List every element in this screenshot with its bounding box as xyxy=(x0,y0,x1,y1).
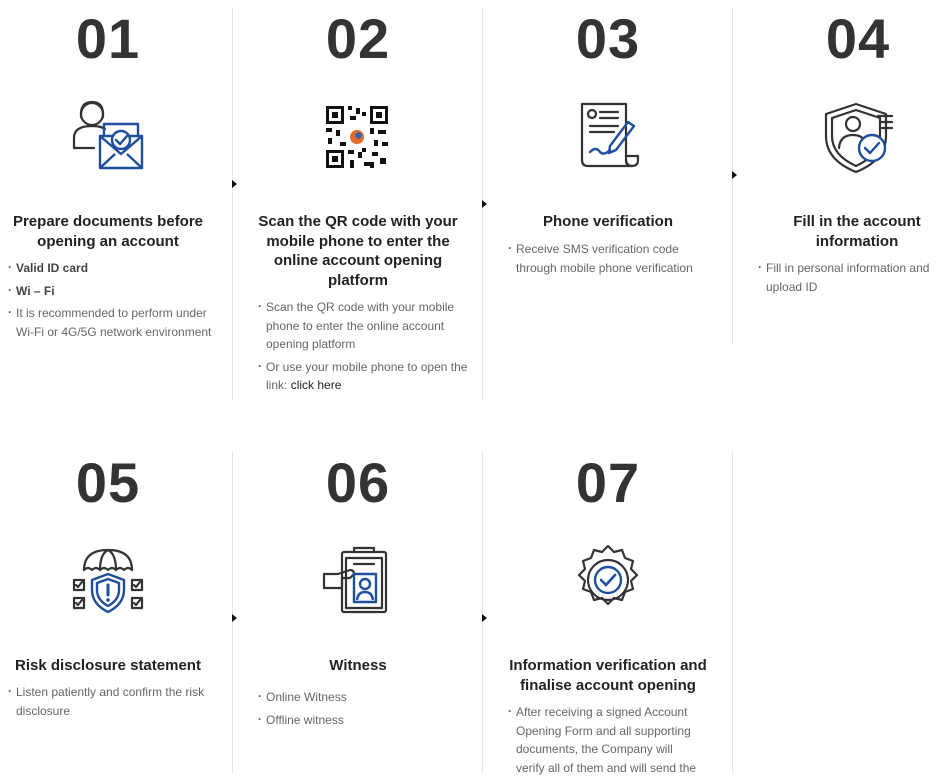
list-item: · Listen patiently and confirm the risk disclosure xyxy=(8,683,218,720)
step-number: 03 xyxy=(575,7,641,70)
step-number: 04 xyxy=(825,7,891,70)
step-title: Fill in the account information xyxy=(793,213,921,250)
verified-badge-icon xyxy=(568,540,648,620)
step-05 xyxy=(0,444,250,774)
step-number: 01 xyxy=(75,7,141,70)
risk-umbrella-shield-icon xyxy=(68,544,148,624)
list-item: · Offline witness xyxy=(258,711,468,730)
step-number: 05 xyxy=(75,451,141,514)
step-03 xyxy=(500,0,750,430)
step-01 xyxy=(0,0,250,430)
step-items xyxy=(258,688,468,733)
step-title: Risk disclosure statement xyxy=(15,657,201,674)
step-02 xyxy=(250,0,500,430)
signed-document-icon xyxy=(568,96,648,176)
step-items xyxy=(758,259,938,300)
step-number: 07 xyxy=(575,451,641,514)
list-item: · Online Witness xyxy=(258,688,468,707)
step-items xyxy=(508,240,718,281)
step-number: 02 xyxy=(325,7,391,70)
list-item: · Receive SMS verification code through mobile phone verification xyxy=(508,240,718,277)
step-title: Prepare documents before opening an account xyxy=(12,213,204,250)
click-here-link[interactable]: click here xyxy=(290,378,342,392)
step-06 xyxy=(250,444,500,774)
list-item: · Wi – Fi xyxy=(8,282,218,301)
step-title: Information verification and finalise account opening xyxy=(509,657,707,694)
step-04 xyxy=(750,0,943,430)
user-shield-check-icon xyxy=(820,96,900,176)
list-item-text: Or use your mobile phone to open the link: xyxy=(266,359,468,392)
step-items xyxy=(8,683,218,724)
steps-row-2 xyxy=(0,444,943,774)
list-item: · After receiving a signed Account Opening Form and all supporting documents, the Company will verify all of them and will send the xyxy=(508,703,704,777)
step-07 xyxy=(500,444,750,774)
documents-envelope-icon xyxy=(68,96,148,176)
list-item: · Scan the QR code with your mobile phone to enter the online account opening platform xyxy=(258,298,468,354)
step-items xyxy=(508,703,704,781)
list-item: · It is recommended to perform under Wi-Fi or 4G/5G network environment xyxy=(8,304,218,341)
step-number: 06 xyxy=(325,451,391,514)
list-item: · Valid ID card xyxy=(8,259,218,278)
step-items xyxy=(258,298,468,399)
list-item: · Fill in personal information and upload ID xyxy=(758,259,938,296)
witness-clipboard-icon xyxy=(318,544,398,624)
step-title: Phone verification xyxy=(542,213,674,230)
qr-code-icon xyxy=(324,104,390,170)
step-items xyxy=(8,259,218,345)
step-title: Scan the QR code with your mobile phone to enter the online account opening platform xyxy=(258,213,458,289)
list-item xyxy=(258,358,468,395)
step-title: Witness xyxy=(329,657,387,674)
